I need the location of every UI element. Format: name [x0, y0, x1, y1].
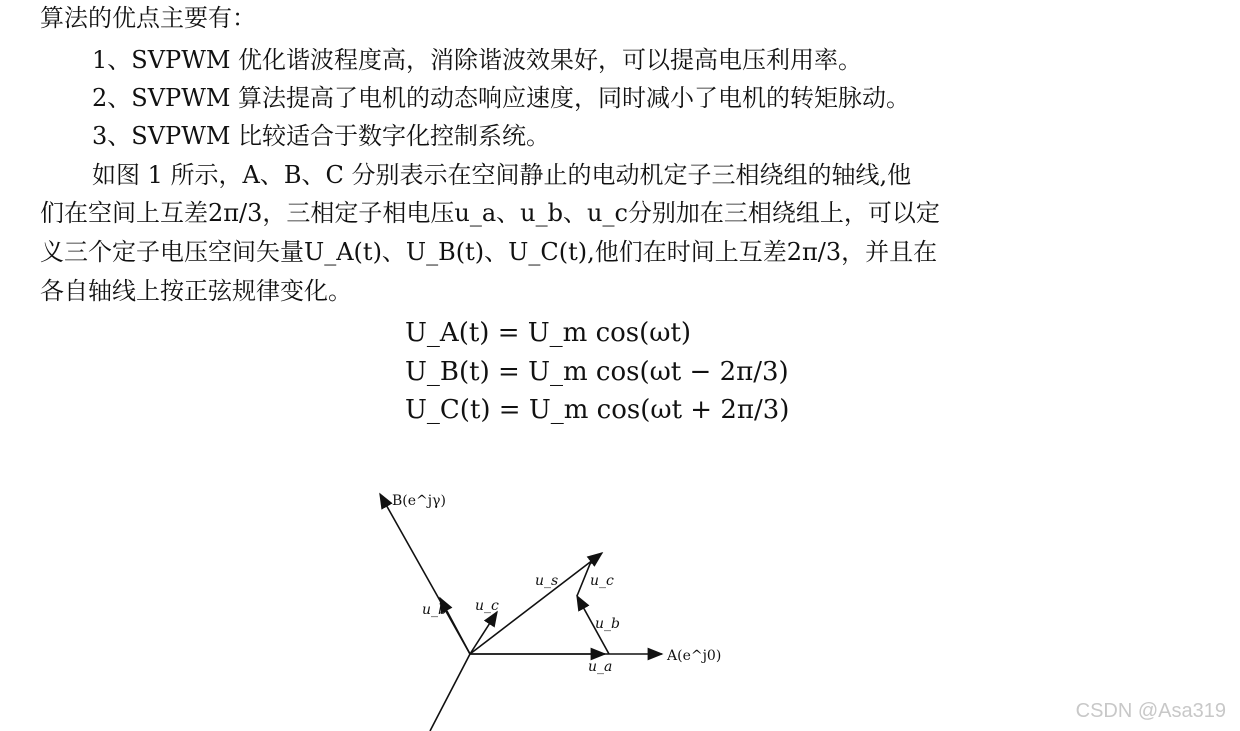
ub-sum-label: u_b: [595, 616, 620, 632]
axis-b-label: B(e^jγ): [392, 493, 446, 509]
paragraph-line-2: 们在空间上互差2π/3，三相定子相电压u_a、u_b、u_c分别加在三相绕组上，可以定: [40, 199, 940, 227]
axis-a-label: A(e^j0): [667, 648, 722, 664]
uc-sum-label: u_c: [590, 573, 614, 589]
uc-label: u_c: [475, 598, 499, 614]
equation-ua: U_A(t) = U_m cos(ωt): [405, 318, 692, 348]
advantage-2: 2、SVPWM 算法提高了电机的动态响应速度，同时减小了电机的转矩脉动。: [92, 84, 911, 112]
us-label: u_s: [535, 573, 559, 589]
equation-ub: U_B(t) = U_m cos(ωt − 2π/3): [405, 357, 789, 387]
paragraph-line-4: 各自轴线上按正弦规律变化。: [40, 277, 352, 305]
intro-text: 算法的优点主要有：: [40, 4, 256, 32]
paragraph-line-1: 如图 1 所示，A、B、C 分别表示在空间静止的电动机定子三相绕组的轴线,他: [92, 161, 912, 189]
ua-label: u_a: [588, 659, 613, 675]
ub-label: u_b: [422, 602, 447, 618]
equation-uc: U_C(t) = U_m cos(ωt + 2π/3): [405, 395, 790, 425]
axis-c-line: [430, 654, 470, 731]
paragraph-line-3: 义三个定子电压空间矢量U_A(t)、U_B(t)、U_C(t),他们在时间上互差2π/3，并且在: [40, 238, 938, 266]
advantage-3: 3、SVPWM 比较适合于数字化控制系统。: [92, 122, 551, 150]
uc-vector: [470, 612, 497, 654]
watermark: CSDN @Asa319: [1075, 700, 1226, 722]
advantage-1: 1、SVPWM 优化谐波程度高，消除谐波效果好，可以提高电压利用率。: [92, 46, 863, 74]
